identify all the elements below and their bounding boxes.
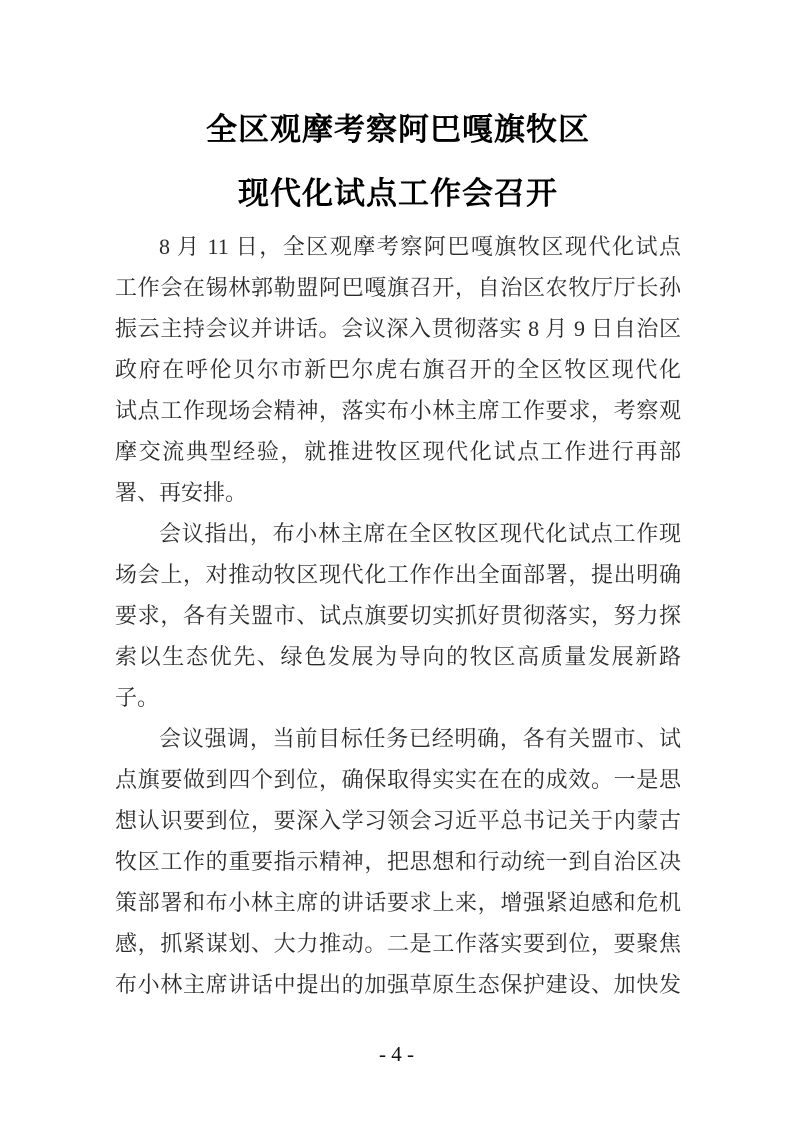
body-line: 索以生态优先、绿色发展为导向的牧区高质量发展新路: [115, 644, 681, 669]
body-line: 场会上，对推动牧区现代化工作作出全面部署，提出明确: [115, 562, 681, 587]
body-line: 摩交流典型经验，就推进牧区现代化试点工作进行再部: [115, 439, 681, 464]
body-line: 政府在呼伦贝尔市新巴尔虎右旗召开的全区牧区现代化: [115, 357, 681, 382]
document-title: [115, 98, 681, 226]
body-line: 工作会在锡林郭勒盟阿巴嘎旗召开，自治区农牧厅厅长孙: [115, 275, 681, 300]
body-line: 策部署和布小林主席的讲话要求上来，增强紧迫感和危机: [115, 890, 681, 915]
document-content: [115, 98, 681, 1005]
page-number: - 4 -: [379, 1042, 414, 1066]
body-line: 布小林主席讲话中提出的加强草原生态保护建设、加快发: [115, 972, 681, 997]
document-body: [115, 226, 681, 1005]
body-line: 8 月 11 日，全区观摩考察阿巴嘎旗牧区现代化试点: [159, 234, 681, 259]
title-line-2: 现代化试点工作会召开: [238, 176, 558, 211]
body-line: 署、再安排。: [115, 480, 248, 505]
body-line: 要求，各有关盟市、试点旗要切实抓好贯彻落实，努力探: [115, 603, 681, 628]
body-line: 感，抓紧谋划、大力推动。二是工作落实要到位，要聚焦: [115, 931, 681, 956]
title-line-1: 全区观摩考察阿巴嘎旗牧区: [206, 112, 590, 147]
paragraph: [115, 513, 681, 718]
body-line: 振云主持会议并讲话。会议深入贯彻落实 8 月 9 日自治区: [115, 316, 681, 341]
body-line: 会议强调，当前目标任务已经明确，各有关盟市、试: [159, 726, 681, 751]
paragraph: [115, 718, 681, 1005]
body-line: 想认识要到位，要深入学习领会习近平总书记关于内蒙古: [115, 808, 681, 833]
paragraph: [115, 226, 681, 513]
body-line: 子。: [115, 685, 160, 710]
body-line: 点旗要做到四个到位，确保取得实实在在的成效。一是思: [115, 767, 681, 792]
body-line: 牧区工作的重要指示精神，把思想和行动统一到自治区决: [115, 849, 681, 874]
body-line: 会议指出，布小林主席在全区牧区现代化试点工作现: [159, 521, 681, 546]
body-line: 试点工作现场会精神，落实布小林主席工作要求，考察观: [115, 398, 681, 423]
